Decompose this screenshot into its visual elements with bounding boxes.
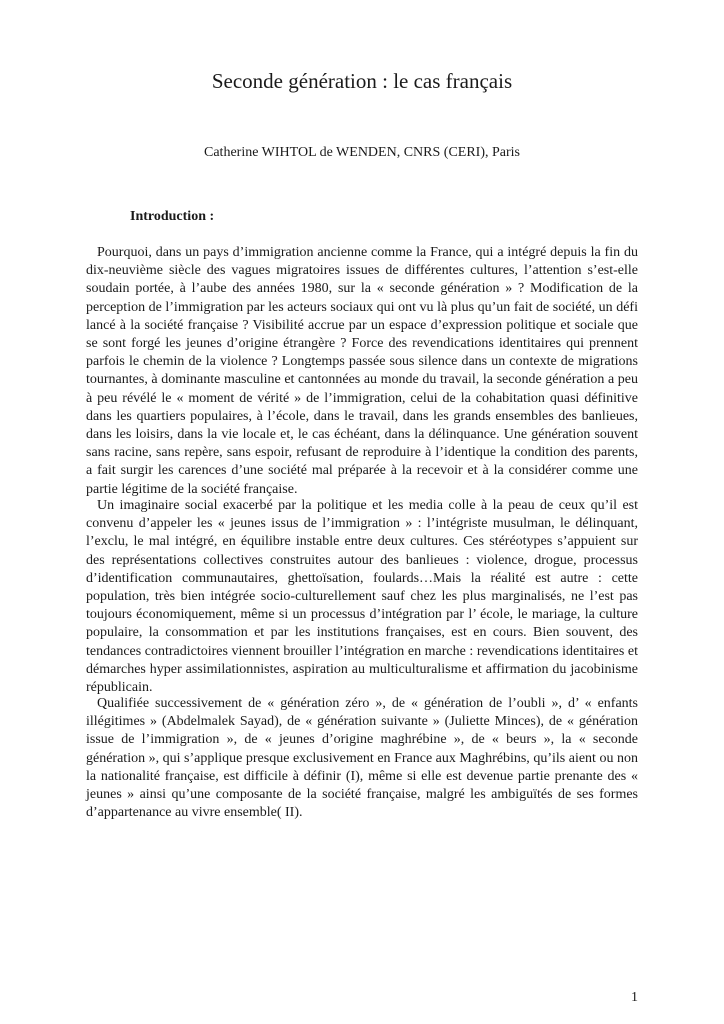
body-paragraph-1: Pourquoi, dans un pays d’immigration ancienne comme la France, qui a intégré depuis la fin du dix-neuvième siècle des vagues migratoires issues de différentes cultures, l’attention s’est-elle soudain portée, à l’aube des années 1980, sur la « seconde génération » ? Modification de la perception de l’immigration par les acteurs sociaux qui ont vu là plus qu’un fait de société, un défi lancé à la société française ? Visibilité accrue par un espace d’expression politique et sociale que se sont forgé les jeunes d’origine étrangère ? Force des revendications identitaires qui prennent parfois le chemin de la violence ? Longtemps passée sous silence dans un contexte de migrations tournantes, à dominante masculine et cantonnées au monde du travail, la seconde génération a peu à peu révélé le « moment de vérité » de l’immigration, celui de la cohabitation quasi définitive dans les quartiers populaires, à l’école, dans le travail, dans les grands ensembles des banlieues, dans les loisirs, dans la vie locale et, le cas échéant, dans la délinquance. Une génération souvent sans racine, sans repère, sans espoir, refusant de reproduire à l’identique la condition des parents, a fait surgir les carences d’une société mal préparée à la recevoir et à la considérer comme une partie légitime de la société française. — [86, 245, 638, 497]
section-heading-introduction: Introduction : — [130, 209, 215, 224]
author-line: Catherine WIHTOL de WENDEN, CNRS (CERI), Paris — [204, 145, 520, 160]
body-paragraph-2: Un imaginaire social exacerbé par la politique et les media colle à la peau de ceux qu’il est convenu d’appeler les « jeunes issus de l’immigration » : l’intégriste musulman, le délinquant, l’exclu, le mal intégré, en équilibre instable entre deux cultures. Ces stéréotypes s’appuient sur des représentations collectives construites autour des banlieues : violence, drogue, processus d’identification communautaires, ghettoïsation, foulards…Mais la réalité est autre : cette population, très bien intégrée socio-culturellement sauf chez les plus marginalisés, ne l’est pas toujours économiquement, même si un processus d’intégration par l’ école, le mariage, la culture populaire, la consommation et par les institutions françaises, est en cours. Bien souvent, des tendances contradictoires viennent brouiller l’intégration en marche : revendications identitaires et démarches hyper assimilationnistes, aspiration au multiculturalisme et affirmation du jacobinisme républicain. — [86, 498, 638, 696]
document-title: Seconde génération : le cas français — [211, 69, 513, 93]
page-number: 1 — [631, 990, 638, 1005]
body-paragraph-3: Qualifiée successivement de « génération zéro », de « génération de l’oubli », d’ « enfants illégitimes » (Abdelmalek Sayad), de « génération suivante » (Juliette Minces), de « génération issue de l’immigration », de « jeunes d’origine maghrébine », de « beurs », la « seconde génération », qui s’applique presque exclusivement en France aux Maghrébins, qu’ils aient ou non la nationalité française, est difficile à définir (I), même si elle est devenue partie prenante des « jeunes » ainsi qu’une composante de la société française, malgré les ambiguïtés de ses formes d’appartenance au vivre ensemble( II). — [86, 696, 638, 821]
